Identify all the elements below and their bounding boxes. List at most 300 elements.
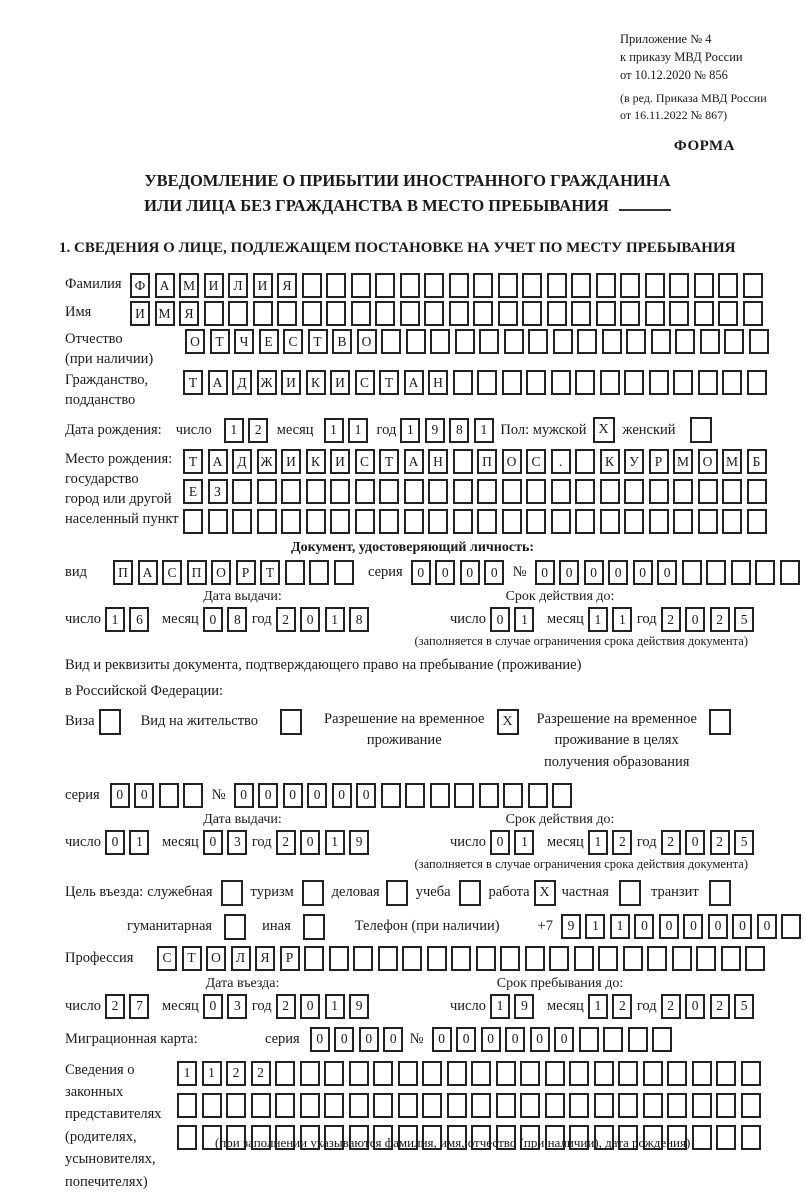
char-cell[interactable] xyxy=(525,946,545,971)
char-cell[interactable]: 0 xyxy=(484,560,504,585)
char-cell[interactable] xyxy=(228,301,248,326)
purpose-private-checkbox[interactable] xyxy=(619,880,641,906)
char-cell[interactable] xyxy=(226,1093,246,1118)
temp-permit-checkbox[interactable]: X xyxy=(497,709,519,735)
char-cell[interactable]: 0 xyxy=(559,560,579,585)
char-cell[interactable]: 1 xyxy=(177,1061,197,1086)
char-cell[interactable] xyxy=(669,273,689,298)
char-cell[interactable] xyxy=(471,1061,491,1086)
char-cell[interactable]: О xyxy=(211,560,231,585)
char-cell[interactable] xyxy=(652,1027,672,1052)
char-cell[interactable] xyxy=(306,509,326,534)
char-cell[interactable] xyxy=(602,329,622,354)
char-cell[interactable]: О xyxy=(698,449,718,474)
char-cell[interactable] xyxy=(716,1093,736,1118)
char-cell[interactable]: 2 xyxy=(661,830,681,855)
char-cell[interactable] xyxy=(781,914,801,939)
char-cell[interactable] xyxy=(476,946,496,971)
char-cell[interactable] xyxy=(675,329,695,354)
char-cell[interactable] xyxy=(275,1093,295,1118)
char-cell[interactable]: 0 xyxy=(584,560,604,585)
char-cell[interactable] xyxy=(504,329,524,354)
char-cell[interactable] xyxy=(594,1061,614,1086)
char-cell[interactable]: О xyxy=(185,329,205,354)
char-cell[interactable] xyxy=(718,301,738,326)
char-cell[interactable] xyxy=(747,370,767,395)
char-cell[interactable]: 0 xyxy=(435,560,455,585)
char-cell[interactable]: А xyxy=(208,449,228,474)
char-cell[interactable]: 1 xyxy=(400,418,420,443)
char-cell[interactable] xyxy=(598,946,618,971)
char-cell[interactable] xyxy=(330,509,350,534)
char-cell[interactable]: Е xyxy=(259,329,279,354)
char-cell[interactable] xyxy=(618,1061,638,1086)
char-cell[interactable]: Б xyxy=(747,449,767,474)
char-cell[interactable] xyxy=(706,560,726,585)
char-cell[interactable] xyxy=(749,329,769,354)
char-cell[interactable] xyxy=(373,1061,393,1086)
char-cell[interactable]: Ф xyxy=(130,273,150,298)
char-cell[interactable]: Я xyxy=(179,301,199,326)
char-cell[interactable] xyxy=(673,479,693,504)
char-cell[interactable] xyxy=(600,479,620,504)
char-cell[interactable]: 0 xyxy=(708,914,728,939)
char-cell[interactable] xyxy=(334,560,354,585)
char-cell[interactable]: Ж xyxy=(257,370,277,395)
char-cell[interactable]: О xyxy=(206,946,226,971)
char-cell[interactable] xyxy=(449,273,469,298)
char-cell[interactable] xyxy=(400,273,420,298)
char-cell[interactable] xyxy=(309,560,329,585)
char-cell[interactable] xyxy=(620,273,640,298)
char-cell[interactable]: А xyxy=(155,273,175,298)
char-cell[interactable]: 0 xyxy=(685,994,705,1019)
char-cell[interactable]: 1 xyxy=(490,994,510,1019)
char-cell[interactable] xyxy=(698,509,718,534)
char-cell[interactable]: И xyxy=(281,449,301,474)
char-cell[interactable]: Т xyxy=(183,370,203,395)
char-cell[interactable]: Т xyxy=(308,329,328,354)
char-cell[interactable]: К xyxy=(306,370,326,395)
char-cell[interactable] xyxy=(300,1093,320,1118)
char-cell[interactable] xyxy=(422,1061,442,1086)
char-cell[interactable] xyxy=(355,509,375,534)
char-cell[interactable] xyxy=(624,479,644,504)
char-cell[interactable]: Д xyxy=(232,449,252,474)
char-cell[interactable] xyxy=(721,946,741,971)
char-cell[interactable]: 5 xyxy=(734,830,754,855)
char-cell[interactable] xyxy=(724,329,744,354)
char-cell[interactable] xyxy=(430,783,450,808)
char-cell[interactable] xyxy=(329,946,349,971)
char-cell[interactable]: 7 xyxy=(129,994,149,1019)
female-checkbox[interactable] xyxy=(690,417,712,443)
char-cell[interactable] xyxy=(741,1061,761,1086)
char-cell[interactable] xyxy=(528,329,548,354)
char-cell[interactable]: С xyxy=(283,329,303,354)
char-cell[interactable] xyxy=(373,1093,393,1118)
char-cell[interactable] xyxy=(553,329,573,354)
char-cell[interactable] xyxy=(424,273,444,298)
char-cell[interactable] xyxy=(649,370,669,395)
char-cell[interactable] xyxy=(496,1093,516,1118)
char-cell[interactable] xyxy=(526,509,546,534)
char-cell[interactable] xyxy=(430,329,450,354)
char-cell[interactable] xyxy=(600,509,620,534)
char-cell[interactable] xyxy=(204,301,224,326)
char-cell[interactable] xyxy=(618,1093,638,1118)
char-cell[interactable] xyxy=(694,301,714,326)
char-cell[interactable]: 0 xyxy=(383,1027,403,1052)
char-cell[interactable]: 0 xyxy=(683,914,703,939)
char-cell[interactable]: И xyxy=(130,301,150,326)
char-cell[interactable] xyxy=(277,301,297,326)
char-cell[interactable]: К xyxy=(600,449,620,474)
char-cell[interactable]: Т xyxy=(183,449,203,474)
char-cell[interactable] xyxy=(285,560,305,585)
char-cell[interactable]: 1 xyxy=(610,914,630,939)
char-cell[interactable]: 0 xyxy=(657,560,677,585)
char-cell[interactable] xyxy=(600,370,620,395)
char-cell[interactable]: 9 xyxy=(514,994,534,1019)
char-cell[interactable] xyxy=(628,1027,648,1052)
char-cell[interactable]: 0 xyxy=(535,560,555,585)
char-cell[interactable] xyxy=(643,1093,663,1118)
char-cell[interactable] xyxy=(404,509,424,534)
char-cell[interactable]: 9 xyxy=(561,914,581,939)
char-cell[interactable] xyxy=(447,1093,467,1118)
char-cell[interactable]: 2 xyxy=(612,994,632,1019)
char-cell[interactable] xyxy=(698,370,718,395)
char-cell[interactable]: 1 xyxy=(324,418,344,443)
char-cell[interactable] xyxy=(453,479,473,504)
char-cell[interactable]: 8 xyxy=(349,607,369,632)
char-cell[interactable] xyxy=(551,479,571,504)
edu-permit-checkbox[interactable] xyxy=(709,709,731,735)
char-cell[interactable] xyxy=(477,509,497,534)
char-cell[interactable] xyxy=(306,479,326,504)
char-cell[interactable]: Ж xyxy=(257,449,277,474)
char-cell[interactable]: 9 xyxy=(425,418,445,443)
char-cell[interactable]: С xyxy=(526,449,546,474)
char-cell[interactable]: 2 xyxy=(661,994,681,1019)
purpose-business-checkbox[interactable] xyxy=(386,880,408,906)
char-cell[interactable]: 0 xyxy=(757,914,777,939)
char-cell[interactable]: 6 xyxy=(129,607,149,632)
char-cell[interactable]: 0 xyxy=(203,830,223,855)
char-cell[interactable]: 1 xyxy=(588,830,608,855)
char-cell[interactable] xyxy=(447,1061,467,1086)
char-cell[interactable] xyxy=(575,479,595,504)
char-cell[interactable]: И xyxy=(330,370,350,395)
char-cell[interactable]: 0 xyxy=(105,830,125,855)
char-cell[interactable] xyxy=(552,783,572,808)
char-cell[interactable] xyxy=(780,560,800,585)
char-cell[interactable]: И xyxy=(204,273,224,298)
char-cell[interactable] xyxy=(596,273,616,298)
purpose-work-checkbox[interactable]: X xyxy=(534,880,556,906)
char-cell[interactable]: 0 xyxy=(505,1027,525,1052)
male-checkbox[interactable]: X xyxy=(593,417,615,443)
char-cell[interactable] xyxy=(551,370,571,395)
char-cell[interactable]: 0 xyxy=(732,914,752,939)
char-cell[interactable]: А xyxy=(404,449,424,474)
char-cell[interactable] xyxy=(353,946,373,971)
char-cell[interactable] xyxy=(378,946,398,971)
char-cell[interactable] xyxy=(575,370,595,395)
char-cell[interactable]: 0 xyxy=(481,1027,501,1052)
char-cell[interactable] xyxy=(547,273,567,298)
char-cell[interactable]: 0 xyxy=(234,783,254,808)
char-cell[interactable]: 0 xyxy=(203,994,223,1019)
char-cell[interactable] xyxy=(455,329,475,354)
char-cell[interactable] xyxy=(326,273,346,298)
char-cell[interactable]: 2 xyxy=(226,1061,246,1086)
char-cell[interactable] xyxy=(177,1125,197,1150)
char-cell[interactable]: 2 xyxy=(710,830,730,855)
char-cell[interactable] xyxy=(281,479,301,504)
char-cell[interactable] xyxy=(551,509,571,534)
char-cell[interactable]: Е xyxy=(183,479,203,504)
char-cell[interactable] xyxy=(302,301,322,326)
char-cell[interactable]: 1 xyxy=(588,607,608,632)
purpose-tourism-checkbox[interactable] xyxy=(302,880,324,906)
char-cell[interactable]: 0 xyxy=(460,560,480,585)
char-cell[interactable]: 2 xyxy=(661,607,681,632)
char-cell[interactable]: 0 xyxy=(659,914,679,939)
char-cell[interactable] xyxy=(208,509,228,534)
char-cell[interactable]: 1 xyxy=(514,830,534,855)
char-cell[interactable] xyxy=(381,329,401,354)
char-cell[interactable] xyxy=(502,370,522,395)
char-cell[interactable] xyxy=(669,301,689,326)
char-cell[interactable] xyxy=(454,783,474,808)
char-cell[interactable]: 1 xyxy=(514,607,534,632)
char-cell[interactable] xyxy=(667,1093,687,1118)
char-cell[interactable]: 1 xyxy=(612,607,632,632)
char-cell[interactable] xyxy=(694,273,714,298)
char-cell[interactable]: М xyxy=(722,449,742,474)
char-cell[interactable] xyxy=(451,946,471,971)
char-cell[interactable] xyxy=(743,301,763,326)
char-cell[interactable]: 0 xyxy=(310,1027,330,1052)
char-cell[interactable] xyxy=(545,1061,565,1086)
char-cell[interactable] xyxy=(479,329,499,354)
char-cell[interactable] xyxy=(620,301,640,326)
char-cell[interactable] xyxy=(718,273,738,298)
char-cell[interactable] xyxy=(232,509,252,534)
char-cell[interactable]: О xyxy=(502,449,522,474)
char-cell[interactable]: Т xyxy=(379,370,399,395)
char-cell[interactable]: О xyxy=(357,329,377,354)
char-cell[interactable] xyxy=(649,509,669,534)
char-cell[interactable]: Р xyxy=(236,560,256,585)
char-cell[interactable] xyxy=(471,1093,491,1118)
char-cell[interactable] xyxy=(300,1061,320,1086)
char-cell[interactable]: С xyxy=(162,560,182,585)
char-cell[interactable]: 8 xyxy=(449,418,469,443)
char-cell[interactable]: Д xyxy=(232,370,252,395)
char-cell[interactable] xyxy=(302,273,322,298)
char-cell[interactable] xyxy=(183,509,203,534)
char-cell[interactable] xyxy=(623,946,643,971)
char-cell[interactable]: 5 xyxy=(734,607,754,632)
char-cell[interactable] xyxy=(594,1093,614,1118)
char-cell[interactable] xyxy=(673,509,693,534)
char-cell[interactable] xyxy=(549,946,569,971)
char-cell[interactable] xyxy=(700,329,720,354)
char-cell[interactable]: 2 xyxy=(710,607,730,632)
char-cell[interactable]: 0 xyxy=(490,830,510,855)
char-cell[interactable]: 5 xyxy=(734,994,754,1019)
purpose-transit-checkbox[interactable] xyxy=(709,880,731,906)
char-cell[interactable]: 0 xyxy=(356,783,376,808)
char-cell[interactable]: 9 xyxy=(349,994,369,1019)
char-cell[interactable] xyxy=(326,301,346,326)
char-cell[interactable]: Л xyxy=(228,273,248,298)
char-cell[interactable] xyxy=(745,946,765,971)
char-cell[interactable]: 1 xyxy=(202,1061,222,1086)
char-cell[interactable]: Ч xyxy=(234,329,254,354)
char-cell[interactable] xyxy=(349,1061,369,1086)
char-cell[interactable] xyxy=(324,1093,344,1118)
purpose-official-checkbox[interactable] xyxy=(221,880,243,906)
char-cell[interactable]: 0 xyxy=(490,607,510,632)
char-cell[interactable] xyxy=(381,783,401,808)
char-cell[interactable]: Т xyxy=(260,560,280,585)
char-cell[interactable] xyxy=(747,479,767,504)
char-cell[interactable] xyxy=(351,273,371,298)
char-cell[interactable]: 0 xyxy=(685,607,705,632)
char-cell[interactable] xyxy=(673,370,693,395)
char-cell[interactable]: 1 xyxy=(224,418,244,443)
char-cell[interactable] xyxy=(569,1093,589,1118)
char-cell[interactable] xyxy=(404,479,424,504)
char-cell[interactable]: Н xyxy=(428,370,448,395)
char-cell[interactable]: И xyxy=(281,370,301,395)
char-cell[interactable]: И xyxy=(330,449,350,474)
char-cell[interactable]: 8 xyxy=(227,607,247,632)
visa-checkbox[interactable] xyxy=(99,709,121,735)
char-cell[interactable]: П xyxy=(113,560,133,585)
char-cell[interactable] xyxy=(647,946,667,971)
char-cell[interactable]: 1 xyxy=(325,830,345,855)
char-cell[interactable]: 1 xyxy=(325,607,345,632)
char-cell[interactable]: 0 xyxy=(456,1027,476,1052)
char-cell[interactable] xyxy=(428,509,448,534)
char-cell[interactable]: 0 xyxy=(633,560,653,585)
char-cell[interactable] xyxy=(251,1093,271,1118)
char-cell[interactable] xyxy=(645,301,665,326)
char-cell[interactable]: А xyxy=(138,560,158,585)
char-cell[interactable]: С xyxy=(355,449,375,474)
char-cell[interactable]: С xyxy=(157,946,177,971)
char-cell[interactable] xyxy=(649,479,669,504)
char-cell[interactable]: 0 xyxy=(530,1027,550,1052)
char-cell[interactable] xyxy=(698,479,718,504)
char-cell[interactable]: 0 xyxy=(554,1027,574,1052)
char-cell[interactable] xyxy=(477,479,497,504)
char-cell[interactable] xyxy=(731,560,751,585)
char-cell[interactable] xyxy=(743,273,763,298)
char-cell[interactable] xyxy=(304,946,324,971)
residence-permit-checkbox[interactable] xyxy=(280,709,302,735)
char-cell[interactable] xyxy=(424,301,444,326)
char-cell[interactable] xyxy=(526,370,546,395)
char-cell[interactable] xyxy=(575,449,595,474)
purpose-study-checkbox[interactable] xyxy=(459,880,481,906)
char-cell[interactable] xyxy=(232,479,252,504)
char-cell[interactable] xyxy=(202,1093,222,1118)
char-cell[interactable] xyxy=(253,301,273,326)
char-cell[interactable] xyxy=(596,301,616,326)
char-cell[interactable] xyxy=(575,509,595,534)
char-cell[interactable] xyxy=(682,560,702,585)
char-cell[interactable] xyxy=(479,783,499,808)
char-cell[interactable]: Т xyxy=(182,946,202,971)
char-cell[interactable] xyxy=(502,479,522,504)
purpose-other-checkbox[interactable] xyxy=(303,914,325,940)
char-cell[interactable] xyxy=(716,1125,736,1150)
char-cell[interactable]: У xyxy=(624,449,644,474)
char-cell[interactable] xyxy=(577,329,597,354)
char-cell[interactable] xyxy=(547,301,567,326)
char-cell[interactable] xyxy=(716,1061,736,1086)
char-cell[interactable] xyxy=(722,479,742,504)
char-cell[interactable]: . xyxy=(551,449,571,474)
char-cell[interactable]: 2 xyxy=(105,994,125,1019)
char-cell[interactable]: 2 xyxy=(710,994,730,1019)
char-cell[interactable] xyxy=(473,301,493,326)
char-cell[interactable]: 3 xyxy=(227,830,247,855)
char-cell[interactable] xyxy=(473,273,493,298)
char-cell[interactable]: Я xyxy=(277,273,297,298)
char-cell[interactable] xyxy=(496,1061,516,1086)
char-cell[interactable] xyxy=(603,1027,623,1052)
char-cell[interactable]: И xyxy=(253,273,273,298)
char-cell[interactable] xyxy=(643,1061,663,1086)
char-cell[interactable] xyxy=(626,329,646,354)
char-cell[interactable] xyxy=(257,509,277,534)
char-cell[interactable] xyxy=(741,1125,761,1150)
char-cell[interactable] xyxy=(696,946,716,971)
char-cell[interactable] xyxy=(379,479,399,504)
char-cell[interactable]: 1 xyxy=(585,914,605,939)
char-cell[interactable] xyxy=(275,1061,295,1086)
char-cell[interactable] xyxy=(398,1061,418,1086)
char-cell[interactable] xyxy=(579,1027,599,1052)
char-cell[interactable]: 0 xyxy=(134,783,154,808)
char-cell[interactable]: Т xyxy=(210,329,230,354)
char-cell[interactable]: 0 xyxy=(608,560,628,585)
char-cell[interactable] xyxy=(747,509,767,534)
char-cell[interactable]: 2 xyxy=(612,830,632,855)
char-cell[interactable]: Р xyxy=(280,946,300,971)
char-cell[interactable]: М xyxy=(179,273,199,298)
char-cell[interactable] xyxy=(624,509,644,534)
char-cell[interactable] xyxy=(624,370,644,395)
char-cell[interactable]: С xyxy=(355,370,375,395)
char-cell[interactable] xyxy=(741,1093,761,1118)
char-cell[interactable] xyxy=(477,370,497,395)
char-cell[interactable]: 0 xyxy=(432,1027,452,1052)
char-cell[interactable]: П xyxy=(187,560,207,585)
char-cell[interactable]: 3 xyxy=(227,994,247,1019)
char-cell[interactable] xyxy=(453,370,473,395)
char-cell[interactable] xyxy=(330,479,350,504)
char-cell[interactable]: 1 xyxy=(105,607,125,632)
char-cell[interactable]: 2 xyxy=(276,994,296,1019)
